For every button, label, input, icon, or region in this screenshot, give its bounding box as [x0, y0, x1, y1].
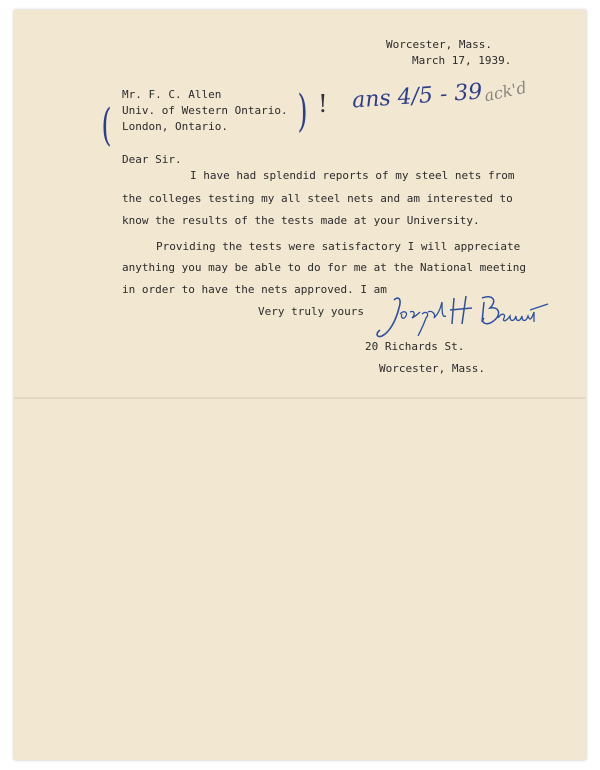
- body-line-1: I have had splendid reports of my steel nets from: [190, 169, 515, 182]
- handwritten-signature: [372, 292, 562, 342]
- letter-date: March 17, 1939.: [412, 54, 512, 67]
- pencil-bracket-right: ): [297, 86, 308, 137]
- body-line-5: anything you may be able to do for me at the National meeting: [122, 261, 526, 274]
- sender-street: 20 Richards St.: [365, 340, 465, 353]
- pencil-bracket-left: (: [101, 100, 112, 151]
- handwritten-answered-note: ans 4/5 - 39: [351, 79, 484, 114]
- sender-city: Worcester, Mass.: [379, 362, 485, 375]
- body-line-2: the colleges testing my all steel nets and am interested to: [122, 192, 513, 205]
- paper-fold-line: [14, 397, 586, 399]
- body-line-6: in order to have the nets approved. I am: [122, 283, 387, 296]
- recipient-institution: Univ. of Western Ontario.: [122, 104, 288, 117]
- body-line-3: know the results of the tests made at your University.: [122, 214, 480, 227]
- salutation: Dear Sir.: [122, 153, 182, 166]
- sender-city-header: Worcester, Mass.: [386, 38, 492, 51]
- pencil-exclamation: !: [318, 90, 328, 118]
- recipient-name: Mr. F. C. Allen: [122, 88, 222, 101]
- recipient-city: London, Ontario.: [122, 120, 228, 133]
- body-line-4: Providing the tests were satisfactory I will appreciate: [156, 240, 521, 253]
- pencil-acknowledged-note: ack'd: [482, 77, 529, 106]
- closing: Very truly yours: [258, 305, 364, 318]
